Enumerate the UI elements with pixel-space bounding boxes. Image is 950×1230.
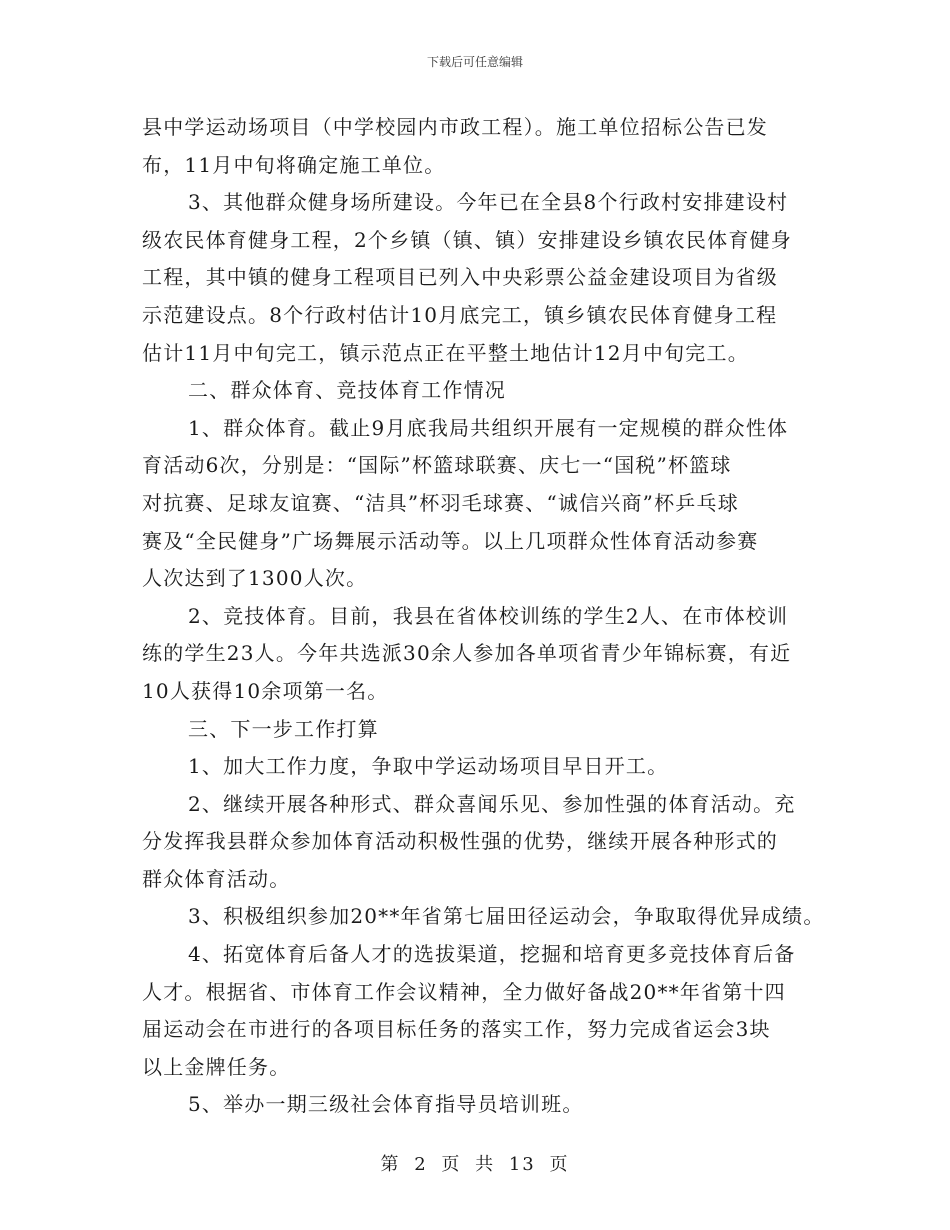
body-line: 育活动6次，分别是：“国际”杯篮球联赛、庆七一“国税”杯篮球 — [142, 453, 732, 478]
body-line: 示范建设点。8个行政村估计10月底完工，镇乡镇农民体育健身工程 — [142, 302, 778, 327]
body-line: 群众体育活动。 — [142, 866, 291, 891]
body-line: 4、拓宽体育后备人才的选拔渠道，挖掘和培育更多竞技体育后备 — [188, 942, 796, 967]
body-line: 分发挥我县群众参加体育活动积极性强的优势，继续开展各种形式的 — [142, 829, 778, 854]
body-line: 以上金牌任务。 — [142, 1054, 291, 1079]
body-line: 级农民体育健身工程，2个乡镇（镇、镇）安排建设乡镇农民体育健身 — [142, 227, 792, 252]
body-line: 人次达到了1300人次。 — [142, 566, 368, 591]
page-number: 第 2 页 共 13 页 — [380, 1154, 570, 1175]
section-heading: 二、群众体育、竞技体育工作情况 — [188, 378, 506, 403]
body-line: 练的学生23人。今年共选派30余人参加各单项省青少年锦标赛，有近 — [142, 641, 792, 666]
body-line: 对抗赛、足球友谊赛、“洁具”杯羽毛球赛、“诚信兴商”杯乒乓球 — [142, 490, 739, 515]
body-line: 布，11月中旬将确定施工单位。 — [142, 152, 446, 177]
body-line: 2、继续开展各种形式、群众喜闻乐见、参加性强的体育活动。充 — [188, 791, 796, 816]
body-line: 3、积极组织参加20**年省第七届田径运动会，争取取得优异成绩。 — [188, 904, 825, 929]
document-body — [142, 109, 832, 1124]
body-line: 5、举办一期三级社会体育指导员培训班。 — [188, 1092, 584, 1117]
body-line: 赛及“全民健身”广场舞展示活动等。以上几项群众性体育活动参赛 — [142, 528, 759, 553]
body-line: 县中学运动场项目（中学校园内市政工程）。施工单位招标公告已发 — [142, 115, 768, 139]
page-header — [0, 54, 950, 70]
download-note: 下载后可任意编辑 — [426, 55, 523, 69]
body-line: 1、加大工作力度，争取中学运动场项目早日开工。 — [188, 754, 669, 779]
section-heading: 三、下一步工作打算 — [188, 716, 379, 741]
body-line: 人才。根据省、市体育工作会议精神，全力做好备战20**年省第十四 — [142, 979, 786, 1004]
body-line: 10人获得10余项第一名。 — [142, 678, 389, 703]
body-line: 1、群众体育。截止9月底我局共组织开展有一定规模的群众性体 — [188, 415, 789, 440]
body-line: 估计11月中旬完工，镇示范点正在平整土地估计12月中旬完工。 — [142, 340, 749, 365]
body-line: 3、其他群众健身场所建设。今年已在全县8个行政村安排建设村 — [188, 190, 789, 215]
body-line: 2、竞技体育。目前，我县在省体校训练的学生2人、在市体校训 — [188, 603, 789, 628]
body-line: 届运动会在市进行的各项目标任务的落实工作，努力完成省运会3块 — [142, 1017, 771, 1042]
page-footer — [0, 1154, 950, 1176]
body-line: 工程，其中镇的健身工程项目已列入中央彩票公益金建设项目为省级 — [142, 265, 778, 290]
